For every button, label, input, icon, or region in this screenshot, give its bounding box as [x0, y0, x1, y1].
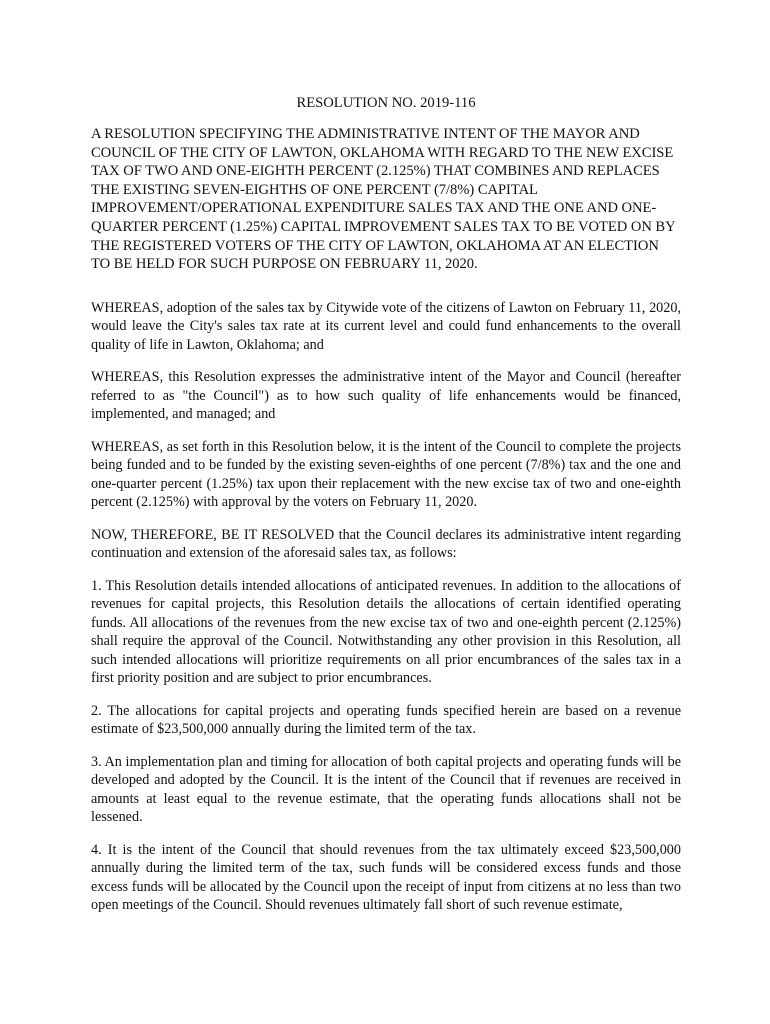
- resolution-heading: A RESOLUTION SPECIFYING THE ADMINISTRATIVE INTENT OF THE MAYOR AND COUNCIL OF THE CITY OF LAWTON, OKLAHOMA WITH REGARD TO THE NEW EXCISE TAX OF TWO AND ONE-EIGHTH PERCENT (2.125%) THAT COMBINES AND REPLACES THE EXISTING SEVEN-EIGHTHS OF ONE PERCENT (7/8%) CAPITAL IMPROVEMENT/OPERATIONAL EXPENDITURE SALES TAX AND THE ONE AND ONE-QUARTER PERCENT (1.25%) CAPITAL IMPROVEMENT SALES TAX TO BE VOTED ON BY THE REGISTERED VOTERS OF THE CITY OF LAWTON, OKLAHOMA AT AN ELECTION TO BE HELD FOR SUCH PURPOSE ON FEBRUARY 11, 2020.: [91, 126, 676, 273]
- document-page: [91, 94, 681, 929]
- resolution-title: RESOLUTION NO. 2019-116: [296, 95, 476, 111]
- section-1-paragraph: 1. This Resolution details intended allocations of anticipated revenues. In addition to the allocations of revenues for capital projects, this Resolution details the allocations of certain identified operating funds. All allocations of the revenues from the new excise tax of two and one-eighth percent (2.125%) shall require the approval of the Council. Notwithstanding any other provision in this Resolution, all such intended allocations will prioritize requirements on all prior encumbrances of the sales tax in a first priority position and are subject to prior encumbrances.: [91, 577, 681, 687]
- whereas-paragraph-3: WHEREAS, as set forth in this Resolution below, it is the intent of the Council to complete the projects being funded and to be funded by the existing seven-eighths of one percent (7/8%) tax and the one and one-quarter percent (1.25%) tax upon their replacement with the new excise tax of two and one-eighth percent (2.125%) with approval by the voters on February 11, 2020.: [91, 438, 681, 511]
- whereas-paragraph-2: WHEREAS, this Resolution expresses the administrative intent of the Mayor and Council (hereafter referred to as "the Council") as to how such quality of life enhancements would be financed, implemented, and managed; and: [91, 369, 681, 423]
- resolved-paragraph: NOW, THEREFORE, BE IT RESOLVED that the Council declares its administrative intent regarding continuation and extension of the aforesaid sales tax, as follows:: [91, 526, 681, 562]
- whereas-paragraph-1: WHEREAS, adoption of the sales tax by Citywide vote of the citizens of Lawton on February 11, 2020, would leave the City's sales tax rate at its current level and could fund enhancements to the overall quality of life in Lawton, Oklahoma; and: [91, 299, 681, 353]
- section-2-paragraph: 2. The allocations for capital projects and operating funds specified herein are based on a revenue estimate of $23,500,000 annually during the limited term of the tax.: [91, 702, 681, 738]
- section-4-paragraph: 4. It is the intent of the Council that should revenues from the tax ultimately exceed $23,500,000 annually during the limited term of the tax, such funds will be considered excess funds and those excess funds will be allocated by the Council upon the receipt of input from citizens at no less than two open meetings of the Council. Should revenues ultimately fall short of such revenue estimate,: [91, 841, 681, 914]
- section-3-paragraph: 3. An implementation plan and timing for allocation of both capital projects and operating funds will be developed and adopted by the Council. It is the intent of the Council that if revenues are received in amounts at least equal to the revenue estimate, that the operating funds allocations shall not be lessened.: [91, 753, 681, 826]
